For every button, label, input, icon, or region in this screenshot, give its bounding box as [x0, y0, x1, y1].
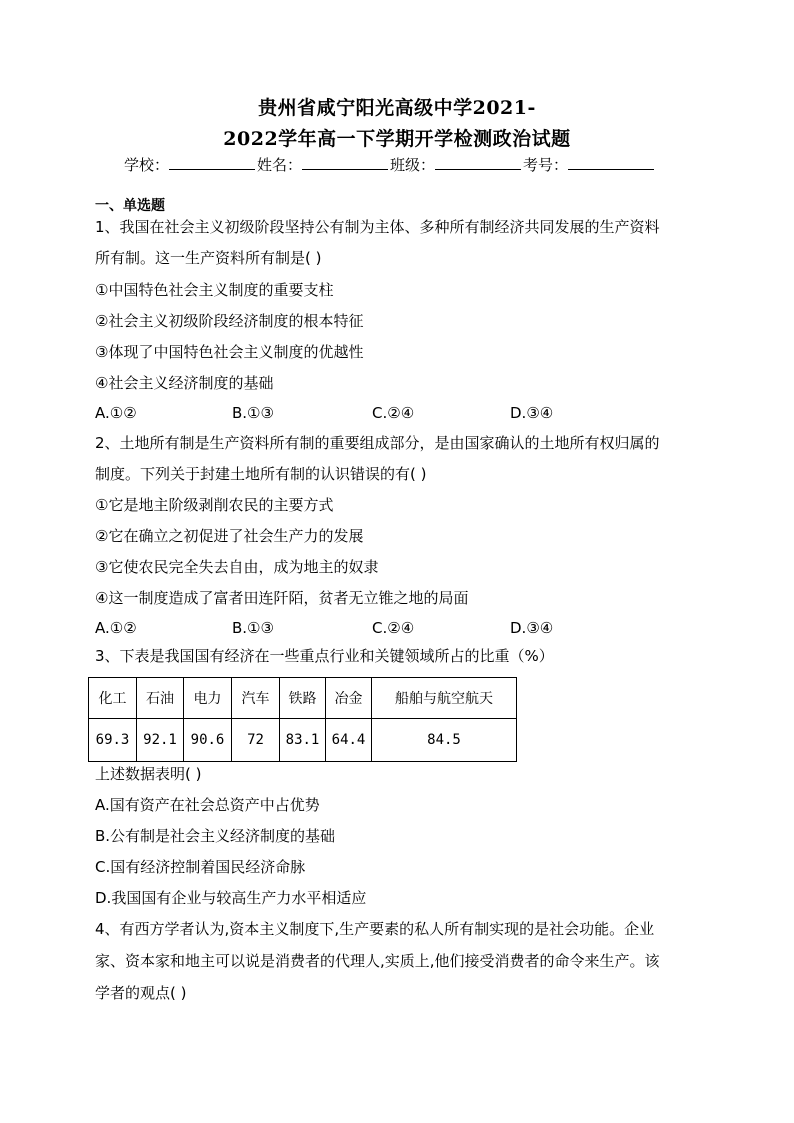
exam-title-line-2: 2022学年高一下学期开学检测政治试题	[223, 128, 571, 150]
table-row	[89, 719, 517, 762]
q1-item-1: ①中国特色社会主义制度的重要支柱	[95, 281, 334, 299]
table-header-cell: 船舶与航空航天	[372, 678, 517, 719]
q2-item-2: ②它在确立之初促进了社会生产力的发展	[95, 527, 364, 545]
q2-option-d[interactable]: D.③④	[510, 619, 554, 637]
q1-option-c[interactable]: C.②④	[372, 404, 415, 422]
q2-stem-line-2: 制度。下列关于封建土地所有制的认识错误的有( )	[95, 465, 427, 483]
table-header-cell: 汽车	[232, 678, 280, 719]
q1-item-2: ②社会主义初级阶段经济制度的根本特征	[95, 312, 364, 330]
table-header-cell: 电力	[184, 678, 232, 719]
class-blank[interactable]	[435, 155, 521, 170]
q2-option-c[interactable]: C.②④	[372, 619, 415, 637]
q3-option-d[interactable]: D.我国国有企业与较高生产力水平相适应	[95, 889, 367, 907]
number-label: 考号：	[523, 156, 569, 174]
table-cell: 83.1	[280, 719, 326, 762]
q2-option-a[interactable]: A.①②	[95, 619, 137, 637]
q2-item-3: ③它使农民完全失去自由，成为地主的奴隶	[95, 558, 379, 576]
table-header-cell: 冶金	[326, 678, 372, 719]
q4-stem-line-1: 4、有西方学者认为,资本主义制度下,生产要素的私人所有制实现的是社会功能。企业	[95, 920, 655, 938]
table-cell: 84.5	[372, 719, 517, 762]
table-cell: 92.1	[137, 719, 184, 762]
industry-share-table	[88, 677, 517, 762]
table-header-row	[89, 678, 517, 719]
table-cell: 64.4	[326, 719, 372, 762]
q2-option-b[interactable]: B.①③	[232, 619, 274, 637]
name-blank[interactable]	[302, 155, 388, 170]
q1-stem-line-2: 所有制。这一生产资料所有制是( )	[95, 249, 322, 267]
table-cell: 69.3	[89, 719, 137, 762]
table-cell: 90.6	[184, 719, 232, 762]
number-blank[interactable]	[568, 155, 654, 170]
q2-item-4: ④这一制度造成了富者田连阡陌，贫者无立锥之地的局面	[95, 589, 469, 607]
q3-option-c[interactable]: C.国有经济控制着国民经济命脉	[95, 858, 306, 876]
q1-item-3: ③体现了中国特色社会主义制度的优越性	[95, 343, 364, 361]
q3-stem-line-1: 3、下表是我国国有经济在一些重点行业和关键领域所占的比重（%）	[95, 647, 554, 665]
school-blank[interactable]	[169, 155, 255, 170]
q1-item-4: ④社会主义经济制度的基础	[95, 374, 274, 392]
name-label: 姓名：	[257, 156, 303, 174]
q4-stem-line-2: 家、资本家和地主可以说是消费者的代理人,实质上,他们接受消费者的命令来生产。该	[95, 952, 660, 970]
exam-title-line-1: 贵州省咸宁阳光高级中学2021-	[258, 97, 536, 119]
section-title: 一、单选题	[95, 198, 165, 214]
table-header-cell: 铁路	[280, 678, 326, 719]
table-header-cell: 化工	[89, 678, 137, 719]
q2-item-1: ①它是地主阶级剥削农民的主要方式	[95, 496, 334, 514]
q3-option-b[interactable]: B.公有制是社会主义经济制度的基础	[95, 827, 336, 845]
q1-option-a[interactable]: A.①②	[95, 404, 137, 422]
class-label: 班级：	[390, 156, 436, 174]
q1-option-d[interactable]: D.③④	[510, 404, 554, 422]
student-info-row	[124, 154, 656, 175]
school-label: 学校：	[124, 156, 170, 174]
q3-option-a[interactable]: A.国有资产在社会总资产中占优势	[95, 796, 320, 814]
q1-stem-line-1: 1、我国在社会主义初级阶段坚持公有制为主体、多种所有制经济共同发展的生产资料	[95, 218, 660, 236]
q4-stem-line-3: 学者的观点( )	[95, 984, 187, 1002]
table-cell: 72	[232, 719, 280, 762]
q2-stem-line-1: 2、土地所有制是生产资料所有制的重要组成部分，是由国家确认的土地所有权归属的	[95, 434, 660, 452]
q3-stem-line-2: 上述数据表明( )	[95, 765, 202, 783]
q1-option-b[interactable]: B.①③	[232, 404, 274, 422]
table-header-cell: 石油	[137, 678, 184, 719]
